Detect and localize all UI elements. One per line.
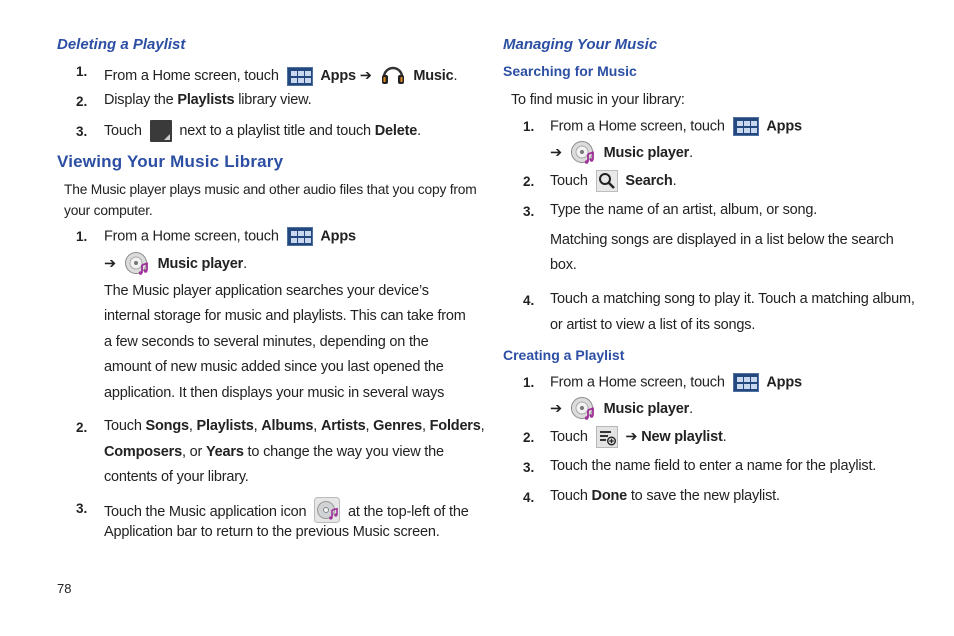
period: . (243, 255, 247, 272)
period: . (689, 144, 693, 161)
apps-label: Apps (766, 374, 802, 391)
music-player-icon (570, 140, 596, 166)
step-text-cont (104, 251, 247, 277)
step-text-pre: From a Home screen, touch (104, 228, 279, 245)
comma: , (365, 418, 370, 434)
step-text (550, 488, 780, 504)
step-text-cont (550, 140, 693, 166)
step-text-cont (104, 444, 444, 460)
or-text: , or (181, 444, 203, 460)
step-number: 3. (76, 124, 88, 139)
step-number: 1. (76, 64, 88, 79)
playlists-label: Playlists (196, 418, 254, 434)
period: . (689, 400, 693, 417)
apps-label: Apps (320, 67, 356, 84)
composers-label: Composers (104, 444, 182, 460)
step-text (104, 418, 484, 434)
step-number: 2. (76, 94, 88, 109)
music-label: Music (413, 67, 454, 84)
step-text (104, 120, 421, 142)
arrow-glyph: ➔ (104, 255, 116, 272)
period: . (453, 67, 458, 84)
folders-label: Folders (429, 418, 481, 434)
step-text-pre: Touch the Music application icon (104, 503, 307, 520)
comma: , (188, 418, 193, 434)
step-text (104, 227, 356, 246)
step-text (104, 92, 311, 108)
apps-label: Apps (766, 118, 802, 135)
apps-grid-icon (287, 67, 313, 86)
para-line: amount of new music added since you last opened the (104, 359, 444, 375)
step-text-cont: contents of your library. (104, 469, 249, 485)
heading-viewing-library: Viewing Your Music Library (57, 152, 284, 171)
context-menu-icon (150, 120, 172, 142)
playlists-label: Playlists (177, 92, 235, 108)
step-text (104, 497, 469, 527)
apps-grid-icon (287, 227, 313, 246)
intro-line: To find music in your library: (511, 92, 685, 108)
comma: , (313, 418, 318, 434)
search-label: Search (625, 172, 673, 189)
period: . (672, 172, 677, 189)
artists-label: Artists (320, 418, 366, 434)
step-number: 4. (523, 490, 535, 505)
step-text-pre: From a Home screen, touch (550, 118, 725, 135)
period: . (417, 122, 421, 139)
step-number: 1. (523, 375, 535, 390)
intro-line: your computer. (64, 203, 153, 218)
step-text: Touch a matching song to play it. Touch a matching album, (550, 291, 915, 307)
step-text-cont: Application bar to return to the previous Music screen. (104, 524, 440, 540)
music-player-icon (570, 396, 596, 422)
step-text (550, 170, 676, 192)
step-number: 2. (76, 420, 88, 435)
playlist-add-icon (596, 426, 618, 448)
step-text (550, 373, 802, 392)
step-text-mid: next to a playlist title and touch (179, 122, 371, 139)
step-text-pre: Touch (104, 418, 142, 434)
step-text: Touch the name field to enter a name for the playlist. (550, 458, 877, 474)
step-number: 3. (76, 501, 88, 516)
step-text-pre: From a Home screen, touch (104, 67, 279, 84)
step-number: 3. (523, 460, 535, 475)
step-text: Type the name of an artist, album, or song. (550, 202, 818, 218)
genres-label: Genres (373, 418, 422, 434)
step-text (104, 62, 457, 90)
para-line: Matching songs are displayed in a list below the search (550, 232, 894, 248)
step-text (550, 117, 802, 136)
para-line: box. (550, 257, 577, 273)
step-number: 1. (76, 229, 88, 244)
comma: , (253, 418, 258, 434)
page-number: 78 (57, 581, 72, 596)
arrow-glyph: ➔ (550, 144, 562, 161)
headphones-icon (380, 62, 406, 90)
step-text-post: library view. (238, 92, 312, 108)
arrow-glyph: ➔ (625, 428, 638, 445)
heading-managing-music: Managing Your Music (503, 36, 658, 53)
para-line: The Music player application searches your device’s (104, 283, 429, 299)
songs-label: Songs (145, 418, 189, 434)
step-text-pre: Touch (550, 428, 588, 445)
done-label: Done (591, 488, 627, 504)
step-number: 2. (523, 430, 535, 445)
step-text-post: at the top-left of the (348, 503, 469, 520)
years-label: Years (205, 444, 244, 460)
arrow-glyph: ➔ (359, 67, 372, 84)
step-text-pre: Display the (104, 92, 174, 108)
apps-grid-icon (733, 373, 759, 392)
comma: , (421, 418, 426, 434)
step-number: 1. (523, 119, 535, 134)
step-text-pre: Touch (550, 172, 588, 189)
intro-line: The Music player plays music and other audio files that you copy from (64, 182, 477, 197)
step-text-cont (550, 396, 693, 422)
step-text-pre: Touch (550, 488, 588, 504)
apps-label: Apps (320, 228, 356, 245)
arrow-glyph: ➔ (550, 400, 562, 417)
step-number: 4. (523, 293, 535, 308)
step-text-post: to save the new playlist. (630, 488, 780, 504)
para-line: internal storage for music and playlists. This can take from (104, 308, 466, 324)
para-line: application. It then displays your music in several ways (104, 385, 445, 401)
step-number: 2. (523, 174, 535, 189)
step-number: 3. (523, 204, 535, 219)
heading-deleting-playlist: Deleting a Playlist (57, 36, 186, 53)
period: . (722, 428, 727, 445)
comma: , (480, 418, 485, 434)
music-player-icon (124, 251, 150, 277)
step-text-pre: Touch (104, 122, 142, 139)
step-text (550, 426, 726, 448)
heading-searching-music: Searching for Music (503, 63, 637, 79)
music-app-icon (314, 497, 340, 527)
step-text-pre: From a Home screen, touch (550, 374, 725, 391)
music-player-label: Music player (603, 144, 690, 161)
albums-label: Albums (261, 418, 314, 434)
music-player-label: Music player (157, 255, 244, 272)
para-line: a few seconds to several minutes, depending on the (104, 334, 429, 350)
step-text-post: to change the way you view the (247, 444, 444, 460)
delete-label: Delete (374, 122, 418, 139)
heading-creating-playlist: Creating a Playlist (503, 347, 625, 363)
search-icon (596, 170, 618, 192)
music-player-label: Music player (603, 400, 690, 417)
new-playlist-label: New playlist (641, 428, 723, 445)
step-text-cont: or artist to view a list of its songs. (550, 317, 756, 333)
apps-grid-icon (733, 117, 759, 136)
